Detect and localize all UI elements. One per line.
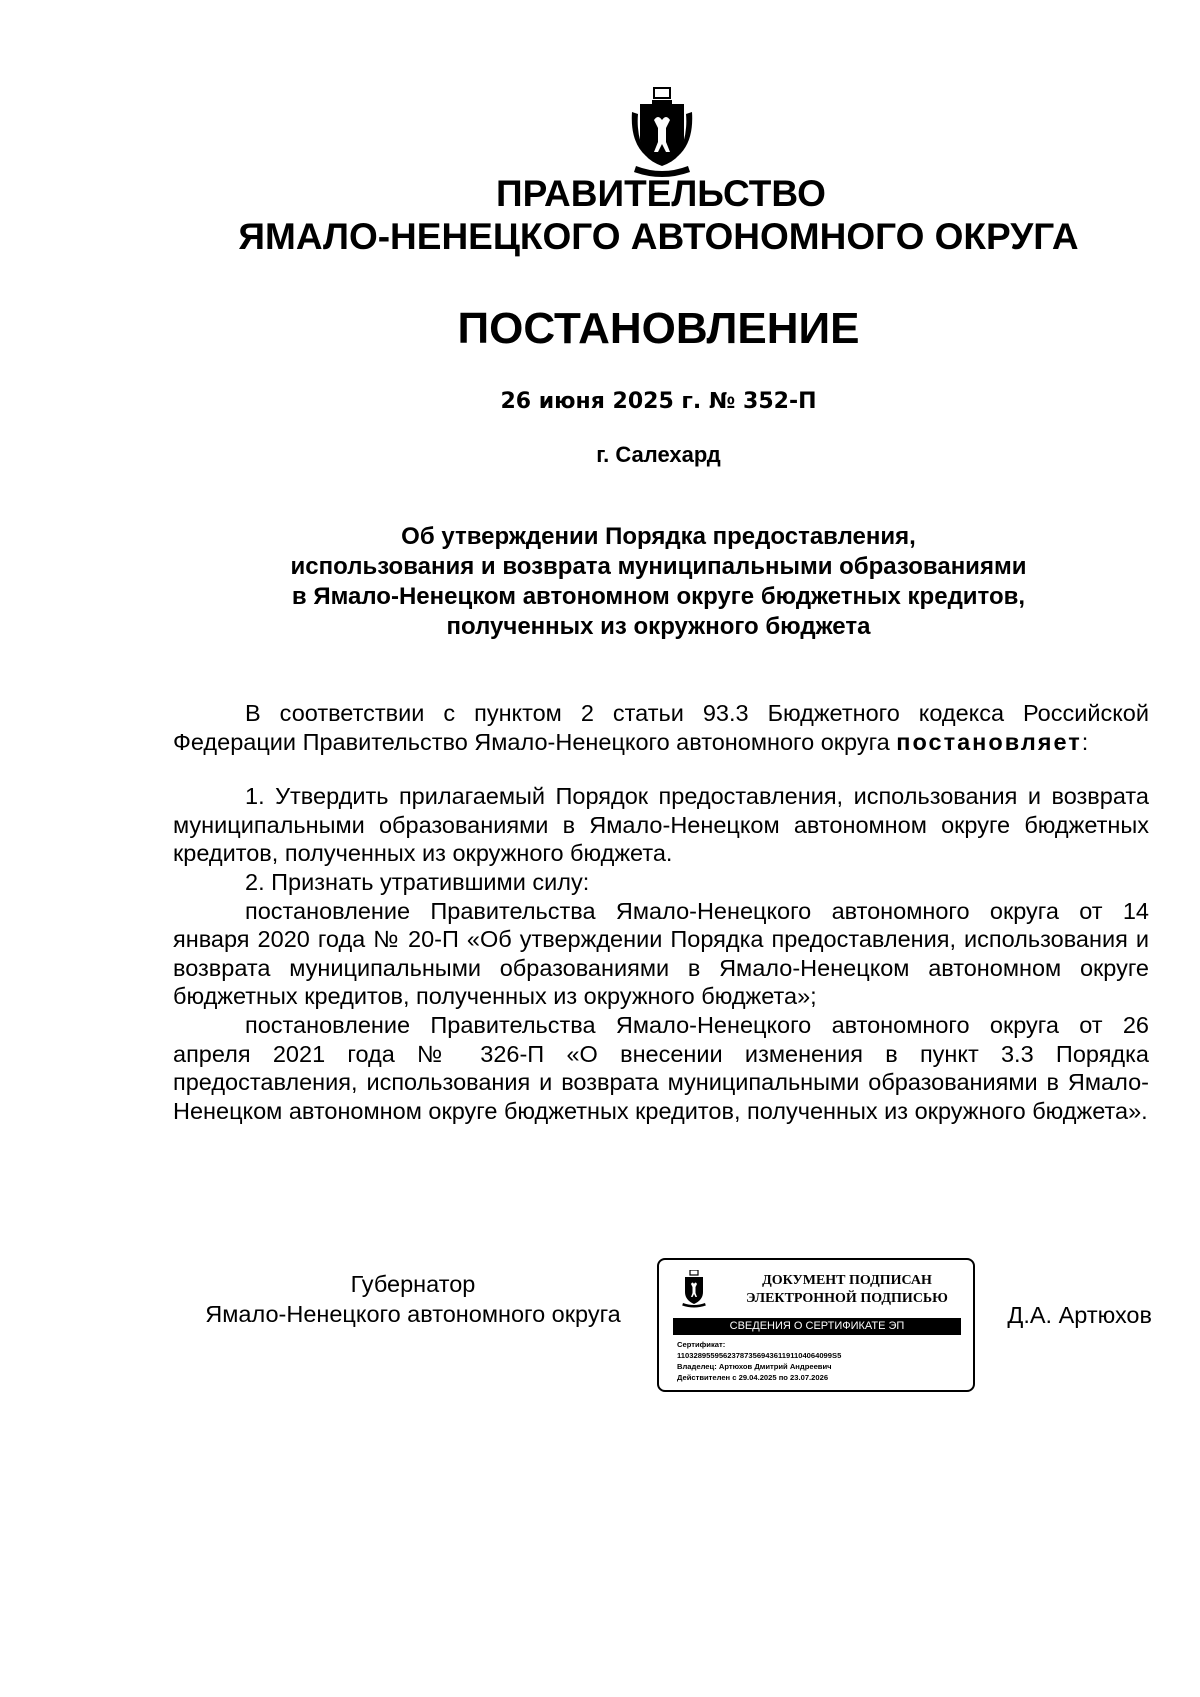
coat-of-arms-icon — [681, 1270, 707, 1308]
document-body — [173, 699, 1149, 1125]
certificate-label: Сертификат: — [677, 1340, 726, 1349]
certificate-details — [677, 1339, 967, 1383]
certificate-owner: Владелец: Артюхов Дмитрий Андреевич — [677, 1362, 832, 1371]
document-type: ПОСТАНОВЛЕНИЕ — [457, 304, 860, 353]
signatory-title: Губернатор — [350, 1271, 476, 1297]
preamble-resolution-word: постановляет — [896, 728, 1082, 755]
coat-of-arms-icon — [628, 86, 696, 178]
stamp-title — [727, 1272, 967, 1308]
title-line: полученных из окружного бюджета — [446, 613, 871, 640]
preamble-paragraph — [173, 699, 1149, 756]
item-1-paragraph: 1. Утвердить прилагаемый Порядок предоставления, использования и возврата муниципальными образованиями в Ямало-Ненецком автономном округе бюджетных кредитов, полученных из окружного бюджета. — [173, 783, 1149, 867]
certificate-info-bar: СВЕДЕНИЯ О СЕРТИФИКАТЕ ЭП — [673, 1318, 961, 1335]
item-2-paragraph: 2. Признать утратившими силу: — [245, 868, 590, 895]
preamble-end: : — [1081, 728, 1089, 755]
organization-region: ЯМАЛО-НЕНЕЦКОГО АВТОНОМНОГО ОКРУГА — [238, 216, 1079, 257]
item-2b-paragraph: постановление Правительства Ямало-Ненецкого автономного округа от 26 апреля 2021 года № 326-П «О внесении изменения в пункт 3.3 Порядка предоставления, использования и возврата муниципальными образованиями в Ямало-Ненецком автономном округе бюджетных кредитов, полученных из окружного бюджета». — [173, 1011, 1149, 1124]
item-2a-paragraph: постановление Правительства Ямало-Ненецкого автономного округа от 14 января 2020 года № 20-П «Об утверждении Порядка предоставления, использования и возврата муниципальными образованиями в Ямало-Ненецком автономном округе бюджетных кредитов, полученных из окружного бюджета»; — [173, 897, 1149, 1010]
signatory-region: Ямало-Ненецкого автономного округа — [205, 1301, 621, 1327]
certificate-number: 1103289559562378735694361191104064099S5 — [677, 1351, 842, 1360]
preamble-text: В соответствии с пунктом 2 статьи 93.3 Бюджетного кодекса Российской Федерации Правительство Ямало-Ненецкого автономного округа — [173, 700, 1149, 755]
document-city: г. Салехард — [596, 442, 721, 467]
organization-name: ПРАВИТЕЛЬСТВО — [496, 173, 826, 214]
stamp-title-line: ЭЛЕКТРОННОЙ ПОДПИСЬЮ — [746, 1291, 948, 1306]
document-date-number: 26 июня 2025 г. № 352-П — [500, 389, 817, 414]
electronic-signature-stamp — [657, 1258, 975, 1392]
stamp-title-line: ДОКУМЕНТ ПОДПИСАН — [762, 1273, 932, 1288]
certificate-validity: Действителен с 29.04.2025 по 23.07.2026 — [677, 1373, 829, 1382]
title-line: использования и возврата муниципальными образованиями — [290, 553, 1027, 580]
title-line: в Ямало-Ненецком автономном округе бюджетных кредитов, — [291, 583, 1026, 610]
signatory-position — [173, 1269, 653, 1329]
document-title — [180, 522, 1137, 642]
signatory-name: Д.А. Артюхов — [1007, 1302, 1152, 1328]
title-line: Об утверждении Порядка предоставления, — [401, 523, 916, 550]
